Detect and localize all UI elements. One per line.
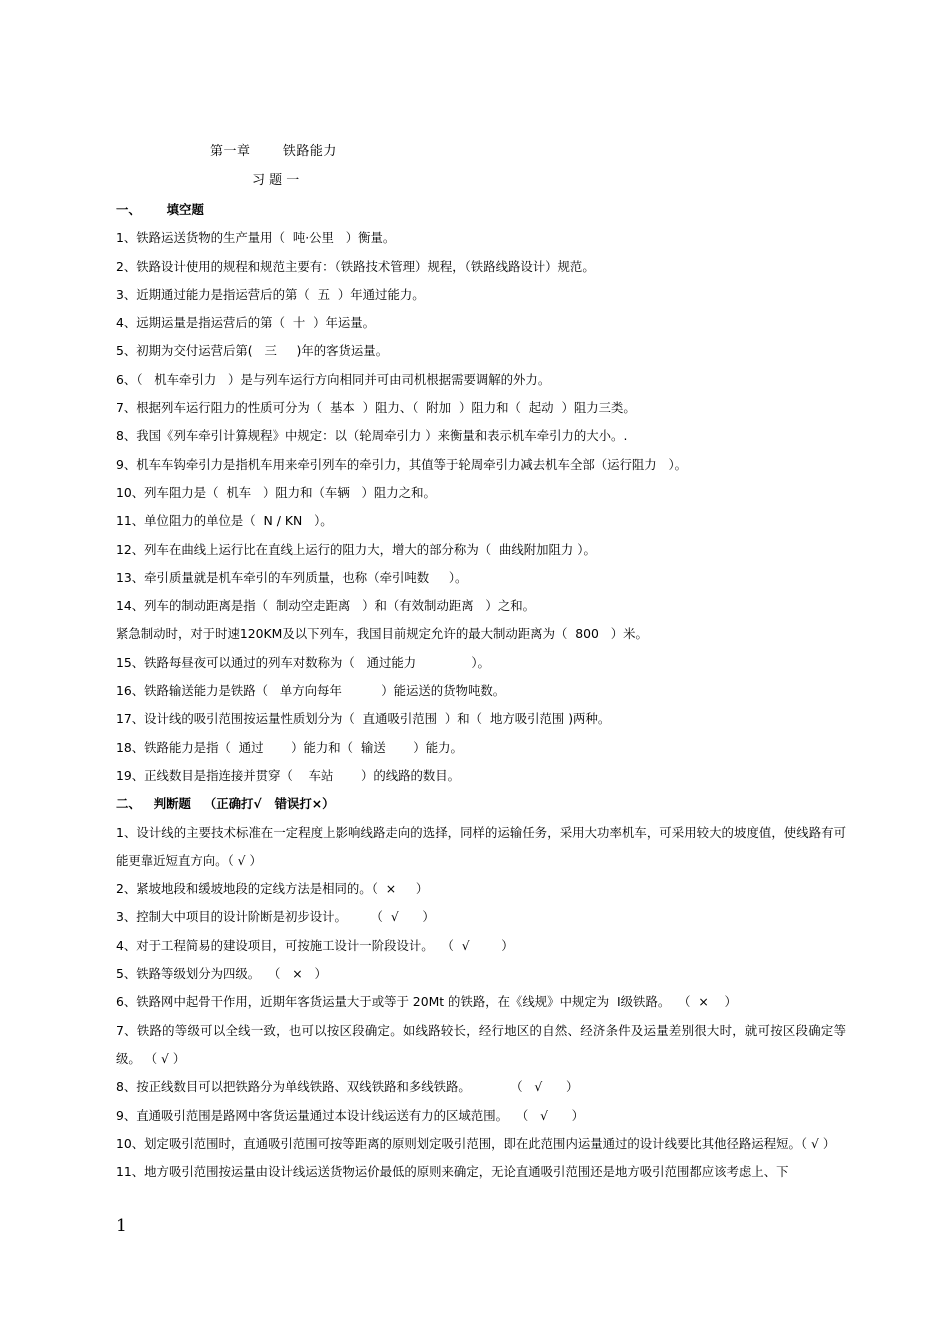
- fill-item: 15、铁路每昼夜可以通过的列车对数称为（ 通过能力 ）。: [116, 654, 490, 670]
- fill-item: 14、列车的制动距离是指（ 制动空走距离 ）和（有效制动距离 ）之和。: [116, 598, 535, 614]
- section-heading-true-false: 二、 判断题 （正确打√ 错误打×）: [116, 796, 335, 812]
- fill-item: 16、铁路输送能力是铁路（ 单方向每年 ）能运送的货物吨数。: [116, 683, 506, 699]
- judge-item: 2、紧坡地段和缓坡地段的定线方法是相同的。（ × ）: [116, 881, 429, 897]
- fill-item: 5、初期为交付运营后第( 三 )年的客货运量。: [116, 343, 389, 359]
- fill-item: 17、设计线的吸引范围按运量性质划分为（ 直通吸引范围 ）和（ 地方吸引范围 )两种。: [116, 711, 611, 727]
- fill-item: 2、铁路设计使用的规程和规范主要有：（铁路技术管理）规程，（铁路线路设计）规范。: [116, 258, 595, 274]
- fill-item: 13、牵引质量就是机车牵引的车列质量，也称（牵引吨数 ）。: [116, 569, 468, 585]
- fill-item: 4、远期运量是指运营后的第（ 十 ）年运量。: [116, 315, 376, 331]
- fill-item: 6、（ 机车牵引力 ）是与列车运行方向相同并可由司机根据需要调解的外力。: [116, 371, 551, 387]
- fill-item: 9、机车车钩牵引力是指机车用来牵引列车的牵引力，其值等于轮周牵引力减去机车全部（运行阻力 ）。: [116, 456, 688, 472]
- judge-item: 5、铁路等级划分为四级。 （ × ）: [116, 966, 327, 982]
- section-heading-fill-in: 一、 填空题: [116, 202, 204, 217]
- judge-item: 7、铁路的等级可以全线一致，也可以按区段确定。如线路较长，经行地区的自然、经济条件及运量差别很大时，就可按区段确定等级。 （ √ ）: [116, 1022, 846, 1066]
- fill-item: 3、近期通过能力是指运营后的第（ 五 ）年通过能力。: [116, 286, 425, 302]
- fill-item: 18、铁路能力是指（ 通过 ）能力和（ 输送 ）能力。: [116, 739, 463, 755]
- fill-item: 1、铁路运送货物的生产量用（ 吨·公里 ）衡量。: [116, 230, 396, 246]
- fill-item: 10、列车阻力是（ 机车 ）阻力和（车辆 ）阻力之和。: [116, 484, 436, 500]
- judge-item: 11、地方吸引范围按运量由设计线运送货物运价最低的原则来确定，无论直通吸引范围还是地方吸引范围都应该考虑上、下: [116, 1164, 789, 1180]
- fill-item: 12、列车在曲线上运行比在直线上运行的阻力大，增大的部分称为（ 曲线附加阻力 ）。: [116, 541, 596, 557]
- judge-item: 3、控制大中项目的设计阶断是初步设计。 （ √ ）: [116, 909, 435, 925]
- judge-item: 8、按正线数目可以把铁路分为单线铁路、双线铁路和多线铁路。 （ √ ）: [116, 1079, 579, 1095]
- exercise-title: 习 题 一: [252, 173, 300, 188]
- chapter-title: 第一章 铁路能力: [210, 144, 337, 159]
- fill-item: 19、正线数目是指连接并贯穿（ 车站 ）的线路的数目。: [116, 767, 461, 783]
- judge-item: 9、直通吸引范围是路网中客货运量通过本设计线运送有力的区域范围。 （ √ ）: [116, 1107, 584, 1123]
- fill-item: 7、根据列车运行阻力的性质可分为（ 基本 ）阻力、（ 附加 ）阻力和（ 起动 ）阻力三类。: [116, 400, 636, 416]
- fill-item: 11、单位阻力的单位是（ N / KN ）。: [116, 513, 333, 529]
- fill-item: 紧急制动时，对于时速120KM及以下列车，我国目前规定允许的最大制动距离为（ 800 ）米。: [116, 626, 648, 642]
- document-body: [116, 196, 846, 1186]
- page-number: 1: [116, 1216, 127, 1236]
- judge-item: 1、设计线的主要技术标准在一定程度上影响线路走向的选择，同样的运输任务，采用大功率机车，可采用较大的坡度值，使线路有可能更靠近短直方向。（ √ ）: [116, 824, 846, 868]
- fill-item: 8、我国《列车牵引计算规程》中规定：以（轮周牵引力 ）来衡量和表示机车牵引力的大小。.: [116, 428, 628, 444]
- judge-item: 6、铁路网中起骨干作用，近期年客货运量大于或等于 20Mt 的铁路，在《线规》中规定为 Ⅰ级铁路。 （ × ）: [116, 994, 737, 1010]
- judge-item: 10、划定吸引范围时，直通吸引范围可按等距离的原则划定吸引范围，即在此范围内运量通过的设计线要比其他径路运程短。（ √ ）: [116, 1135, 836, 1151]
- judge-item: 4、对于工程简易的建设项目，可按施工设计一阶段设计。 （ √ ）: [116, 937, 514, 953]
